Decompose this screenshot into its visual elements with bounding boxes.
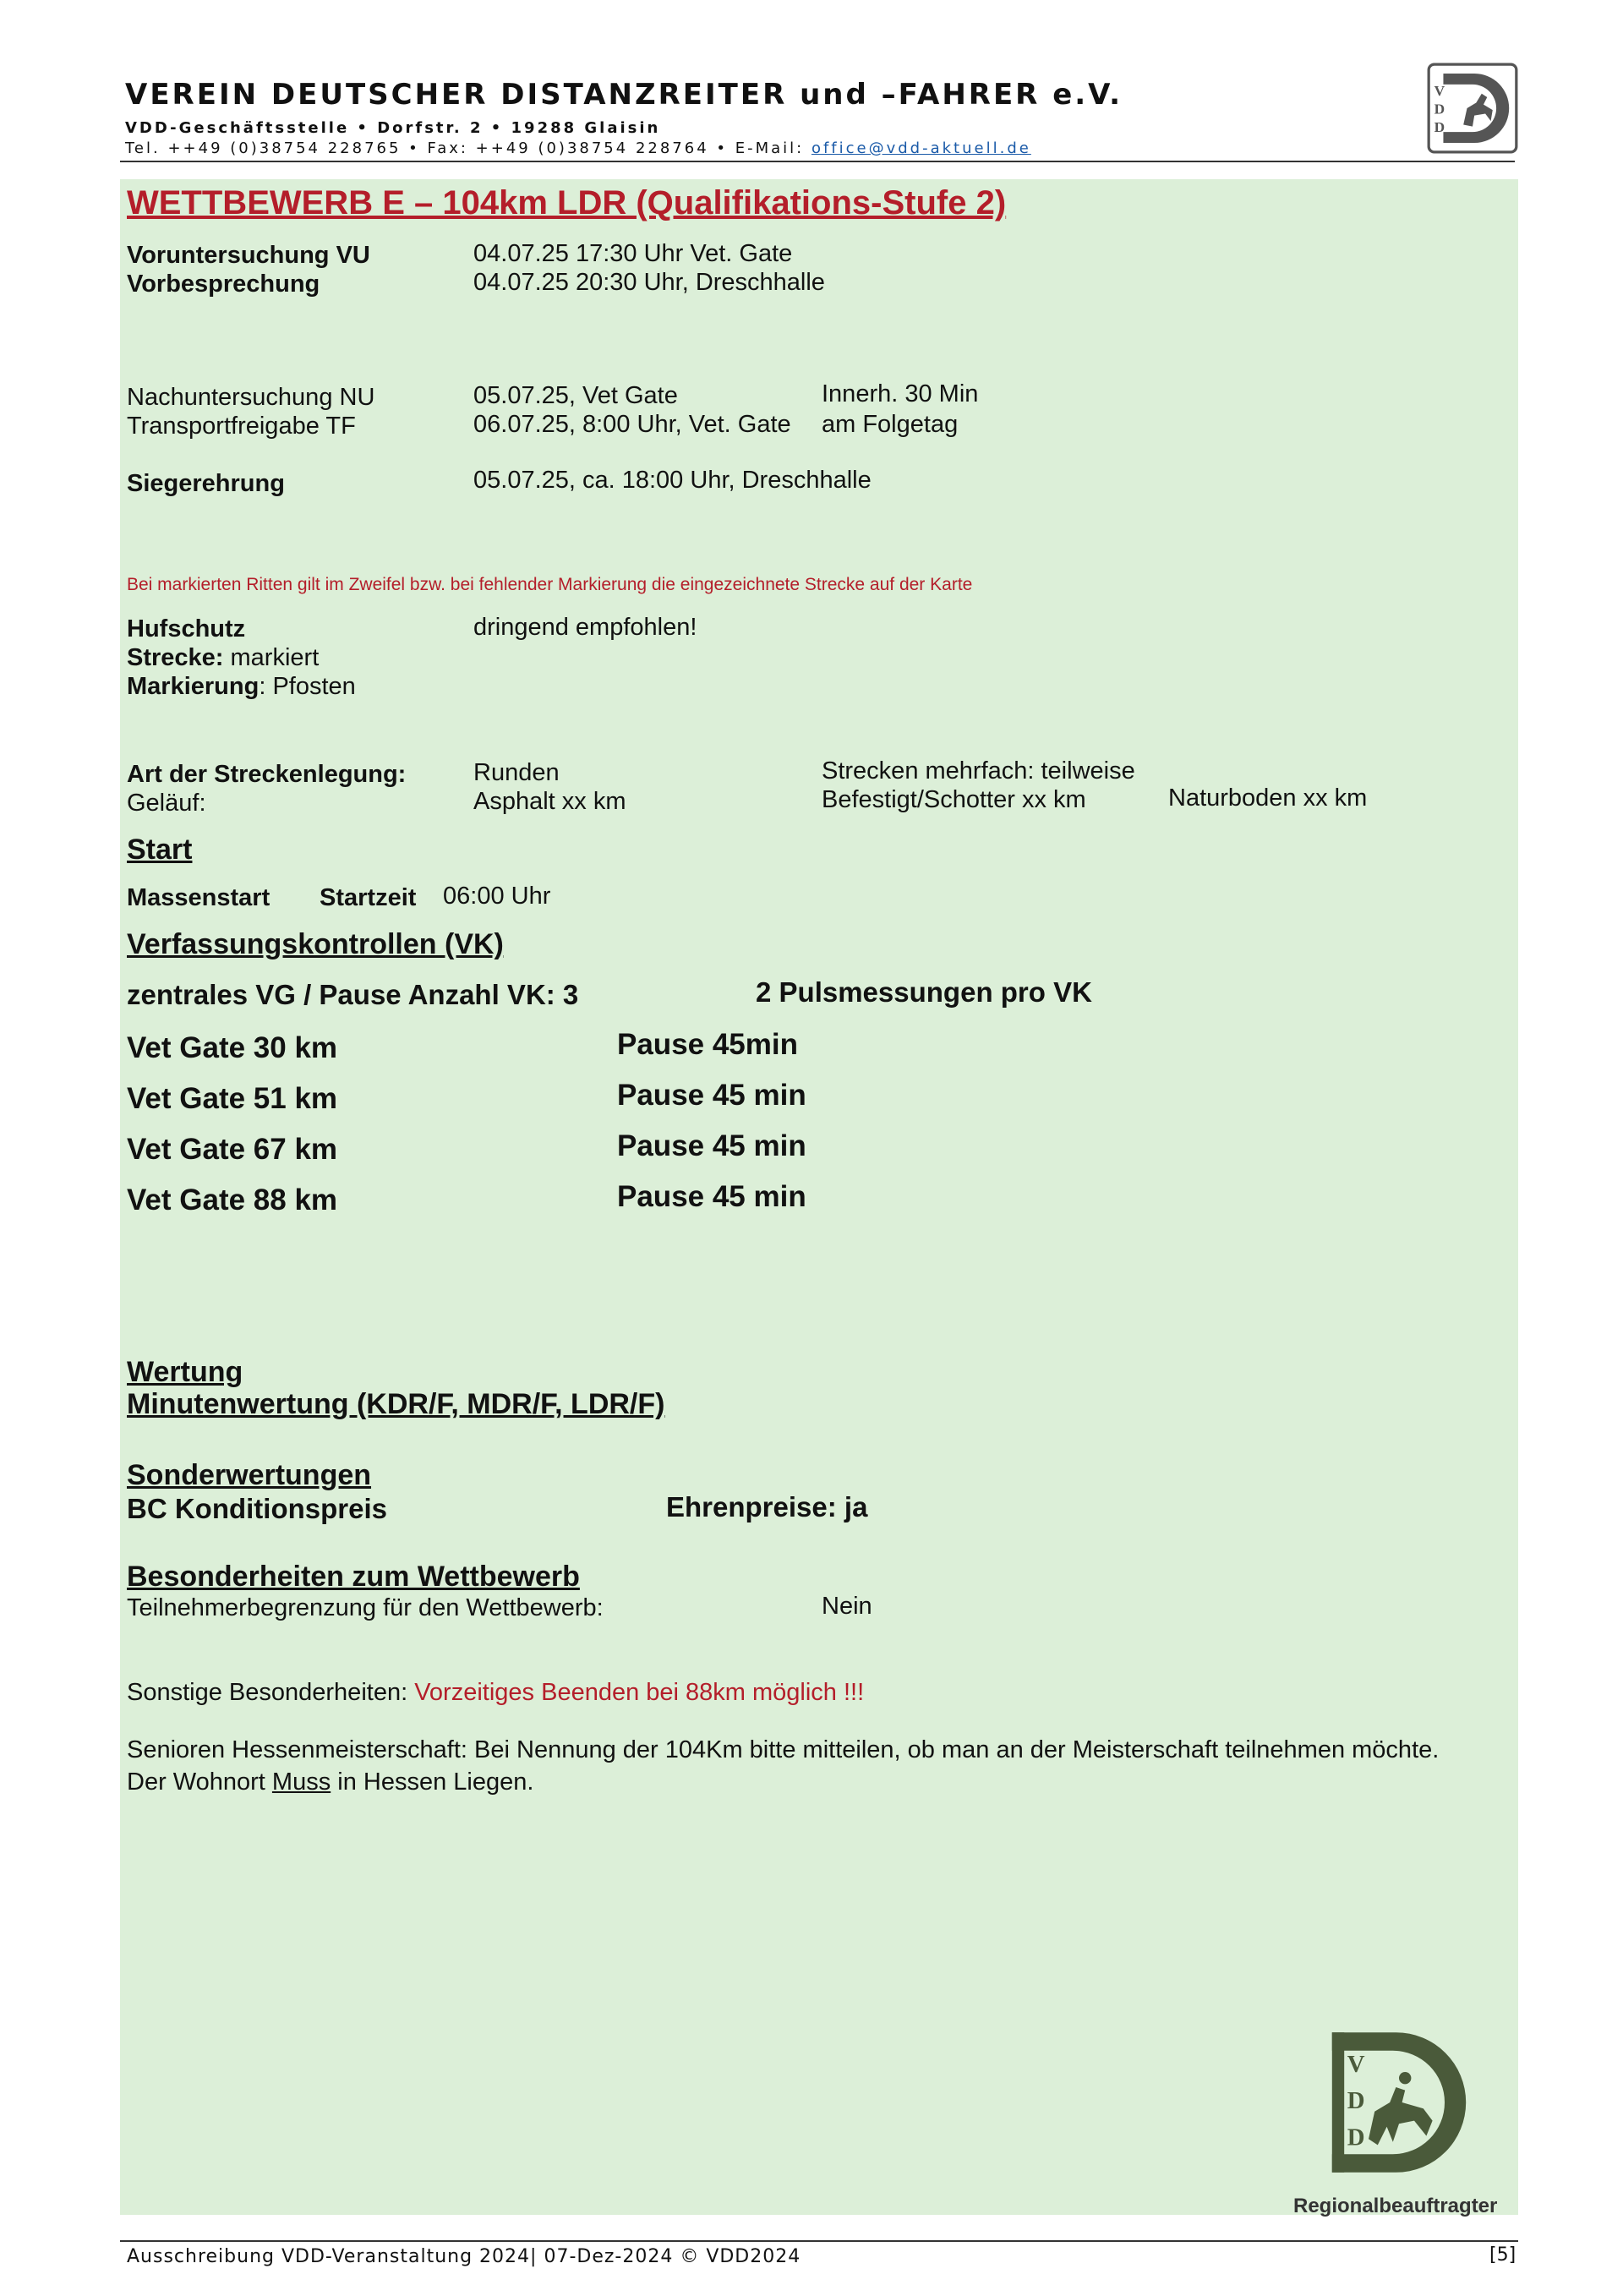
besonderheiten-heading: Besonderheiten zum Wettbewerb: [127, 1561, 580, 1593]
start-time-label: Startzeit: [320, 884, 417, 911]
competition-title: WETTBEWERB E – 104km LDR (Qualifikations-Stufe 2): [127, 184, 1007, 221]
markierung-row: [127, 673, 356, 701]
vet-gate-label: Vet Gate 51 km: [127, 1082, 338, 1115]
vet-gate-pause: Pause 45 min: [617, 1180, 806, 1213]
vet-gate-pause: Pause 45 min: [617, 1079, 806, 1112]
senioren-line: Senioren Hessenmeisterschaft: Bei Nennung der 104Km bitte mitteilen, ob man an der Meisterschaft teilnehmen möchte.: [127, 1736, 1440, 1763]
sonderwertungen-heading: Sonderwertungen: [127, 1459, 372, 1491]
teilnehmerbegrenzung-value: Nein: [822, 1593, 872, 1620]
svg-text:D: D: [1347, 2124, 1365, 2151]
start-time-value: 06:00 Uhr: [443, 883, 551, 910]
streckenlegung-extra: Strecken mehrfach: teilweise: [822, 757, 1135, 784]
contact-phone-fax: Tel. ++49 (0)38754 228765 • Fax: ++49 (0)38754 228764 • E-Mail:: [125, 139, 812, 157]
start-heading: Start: [127, 834, 193, 866]
sonstige-value: Vorzeitiges Beenden bei 88km möglich !!!: [414, 1679, 865, 1706]
vorbesprechung-label: Vorbesprechung: [127, 271, 320, 298]
wertung-heading: Wertung: [127, 1356, 243, 1388]
streckenlegung-label: Art der Streckenlegung:: [127, 761, 407, 788]
wohnort-text-c: in Hessen Liegen.: [331, 1768, 534, 1796]
header-divider: [120, 161, 1515, 162]
vu-value: 04.07.25 17:30 Uhr Vet. Gate: [473, 240, 793, 267]
hufschutz-value: dringend empfohlen!: [473, 614, 697, 641]
vet-gate-label: Vet Gate 30 km: [127, 1031, 338, 1064]
svg-text:D: D: [1434, 119, 1445, 136]
markierung-label: Markierung: [127, 673, 260, 700]
svg-text:V: V: [1434, 82, 1445, 99]
marking-note: Bei markierten Ritten gilt im Zweifel bzw. bei fehlender Markierung die eingezeichnete Strecke auf der Karte: [127, 575, 973, 594]
page-number: [5]: [1489, 2244, 1516, 2266]
svg-text:V: V: [1347, 2051, 1365, 2078]
svg-text:D: D: [1347, 2087, 1365, 2115]
tf-extra: am Folgetag: [822, 411, 959, 438]
footer-divider: [120, 2240, 1518, 2242]
ehrenpreise: Ehrenpreise: ja: [666, 1491, 868, 1522]
teilnehmerbegrenzung-label: Teilnehmerbegrenzung für den Wettbewerb:: [127, 1594, 604, 1621]
wohnort-muss: Muss: [271, 1768, 331, 1796]
gelaeuf-label: Geläuf:: [127, 790, 206, 817]
siegerehrung-label: Siegerehrung: [127, 470, 285, 497]
wertung-value: Minutenwertung (KDR/F, MDR/F, LDR/F): [127, 1388, 665, 1420]
wohnort-line: [127, 1768, 533, 1796]
signature-title: Regionalbeauftragter: [1293, 2195, 1498, 2217]
vdd-stamp-logo-icon: [1323, 2025, 1475, 2179]
nu-label: Nachuntersuchung NU: [127, 384, 375, 411]
vu-label: Voruntersuchung VU: [127, 242, 370, 269]
gelaeuf-value: Asphalt xx km: [473, 788, 626, 815]
organization-name: VEREIN DEUTSCHER DISTANZREITER und –FAHRER e.V.: [125, 78, 1123, 112]
hufschutz-label: Hufschutz: [127, 615, 246, 642]
vet-gate-pause: Pause 45min: [617, 1028, 798, 1061]
sonstige-besonderheiten: [127, 1679, 864, 1707]
gelaeuf-extra2: Naturboden xx km: [1168, 784, 1368, 812]
nu-value: 05.07.25, Vet Gate: [473, 382, 678, 409]
vet-gate-label: Vet Gate 67 km: [127, 1133, 338, 1166]
vk-pulse: 2 Pulsmessungen pro VK: [756, 976, 1092, 1008]
streckenlegung-value: Runden: [473, 759, 560, 786]
sonstige-label: Sonstige Besonderheiten:: [127, 1679, 415, 1706]
wohnort-text-a: Der Wohnort: [127, 1768, 272, 1796]
strecke-label: Strecke:: [127, 644, 224, 671]
vorbesprechung-value: 04.07.25 20:30 Uhr, Dreschhalle: [473, 269, 825, 296]
vdd-logo-icon: [1427, 63, 1518, 154]
strecke-value: markiert: [223, 644, 320, 671]
footer-text: Ausschreibung VDD-Veranstaltung 2024| 07-Dez-2024 © VDD2024: [127, 2246, 801, 2267]
vk-heading: Verfassungskontrollen (VK): [127, 928, 504, 960]
strecke-row: [127, 644, 319, 672]
vet-gate-label: Vet Gate 88 km: [127, 1184, 338, 1216]
start-mode: Massenstart: [127, 884, 270, 911]
svg-text:D: D: [1434, 101, 1445, 118]
organization-address: VDD-Geschäftsstelle • Dorfstr. 2 • 19288 Glaisin: [125, 119, 661, 137]
gelaeuf-extra: Befestigt/Schotter xx km: [822, 786, 1086, 813]
siegerehrung-value: 05.07.25, ca. 18:00 Uhr, Dreschhalle: [473, 467, 872, 494]
markierung-value: : Pfosten: [259, 673, 356, 700]
vet-gate-pause: Pause 45 min: [617, 1129, 806, 1162]
email-link[interactable]: office@vdd-aktuell.de: [811, 139, 1031, 157]
vk-summary: zentrales VG / Pause Anzahl VK: 3: [127, 979, 579, 1010]
sonderwertungen-value: BC Konditionspreis: [127, 1493, 388, 1524]
organization-contact: [125, 139, 1031, 157]
nu-extra: Innerh. 30 Min: [822, 380, 979, 407]
tf-value: 06.07.25, 8:00 Uhr, Vet. Gate: [473, 411, 791, 438]
tf-label: Transportfreigabe TF: [127, 413, 356, 440]
